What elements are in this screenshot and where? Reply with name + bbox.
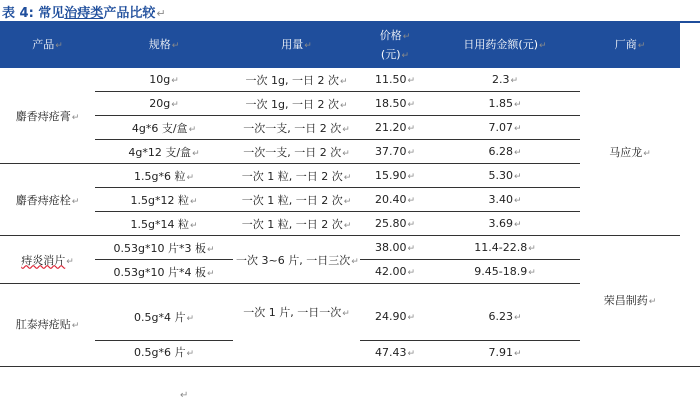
table-row (0, 340, 680, 364)
price-cell: 42.00↵ (374, 265, 416, 278)
daily-cost-cell: 5.30↵ (430, 164, 580, 188)
spec-cell: 20g↵ (95, 92, 233, 116)
table-title: 表 4: 常见治痔类产品比较↵ (2, 6, 166, 21)
daily-cost-cell: 1.85↵ (430, 92, 580, 116)
maker-cell: 荣昌制药↵ (580, 236, 680, 364)
dosage-cell: 一次一支, 一日 2 次↵ (233, 116, 360, 140)
maker-cell: 马应龙↵ (609, 145, 651, 159)
price-cell: 47.43↵ (360, 340, 430, 364)
price-cell: 37.70↵ (360, 140, 430, 164)
daily-cost-cell: 6.23↵ (488, 310, 522, 324)
daily-cost-cell: 7.07↵ (430, 116, 580, 140)
daily-cost-cell: 11.4-22.8↵ (430, 236, 580, 260)
table-row (0, 92, 680, 116)
dosage-cell: 一次 1 粒, 一日 2 次↵ (233, 188, 360, 212)
dosage-cell: 一次 1 粒, 一日 2 次↵ (233, 164, 360, 188)
daily-cost-cell: 2.3↵ (491, 73, 519, 86)
header-daily-cost: 日用药金额(元)↵ (430, 23, 580, 68)
daily-cost-cell: 7.91↵ (430, 340, 580, 364)
price-cell: 15.90↵ (360, 164, 430, 188)
product-name: 肛泰痔疮贴↵ (0, 284, 95, 364)
header-maker: 厂商↵ (580, 23, 680, 68)
spec-cell: 0.5g*4 片↵ (133, 310, 195, 324)
dosage-cell: 一次 1 粒, 一日 2 次↵ (233, 212, 360, 236)
spec-cell: 4g*12 支/盒↵ (95, 140, 233, 164)
spec-cell: 0.53g*10 片*3 板↵ (95, 236, 233, 260)
table-row (0, 164, 680, 188)
price-cell: 11.50↵ (374, 73, 416, 86)
dosage-cell: 一次 1g, 一日 2 次↵ (245, 73, 348, 87)
header-price: 价格↵ (元)↵ (360, 23, 430, 68)
price-cell: 21.20↵ (360, 116, 430, 140)
dosage-cell: 一次 1g, 一日 2 次↵ (233, 92, 360, 116)
table-row (0, 236, 680, 260)
product-name: 麝香痔疮栓↵ (0, 164, 95, 236)
spacer-cell (430, 284, 580, 295)
spec-cell: 0.53g*10 片*4 板↵ (95, 260, 233, 284)
spec-cell: 1.5g*12 粒↵ (95, 188, 233, 212)
price-cell: 25.80↵ (360, 212, 430, 236)
price-cell: 38.00↵ (360, 236, 430, 260)
daily-cost-cell: 3.69↵ (430, 212, 580, 236)
product-name: 麝香痔疮膏↵ (15, 109, 80, 123)
table-bottom-rule (0, 366, 700, 367)
table-row (0, 188, 680, 212)
table-row (0, 116, 680, 140)
dosage-cell (233, 340, 360, 364)
paragraph-mark: ↵ (180, 390, 189, 401)
price-cell: 20.40↵ (360, 188, 430, 212)
comparison-table (0, 23, 680, 364)
spec-cell: 1.5g*14 粒↵ (95, 212, 233, 236)
spec-cell: 0.5g*6 片↵ (95, 340, 233, 364)
header-spec: 规格↵ (95, 23, 233, 68)
table-row (0, 284, 680, 295)
header-product: 产品↵ (0, 23, 95, 68)
price-cell: 24.90↵ (374, 310, 416, 324)
daily-cost-cell: 6.28↵ (430, 140, 580, 164)
price-cell: 18.50↵ (360, 92, 430, 116)
spacer-cell (95, 284, 233, 295)
header-row (0, 23, 680, 68)
spacer-cell (360, 284, 430, 295)
spec-cell: 10g↵ (149, 73, 179, 86)
header-dosage: 用量↵ (233, 23, 360, 68)
dosage-cell: 一次 3~6 片, 一日三次↵ (233, 236, 360, 284)
table-row (0, 140, 680, 164)
product-name: 痔炎消片↵ (0, 236, 95, 284)
table-row (0, 212, 680, 236)
spec-cell: 1.5g*6 粒↵ (95, 164, 233, 188)
spec-cell: 4g*6 支/盒↵ (95, 116, 233, 140)
dosage-cell: 一次 1 片, 一日一次↵ (233, 284, 360, 341)
daily-cost-cell: 9.45-18.9↵ (474, 265, 536, 278)
dosage-cell: 一次一支, 一日 2 次↵ (233, 140, 360, 164)
table-row (0, 68, 680, 92)
daily-cost-cell: 3.40↵ (430, 188, 580, 212)
